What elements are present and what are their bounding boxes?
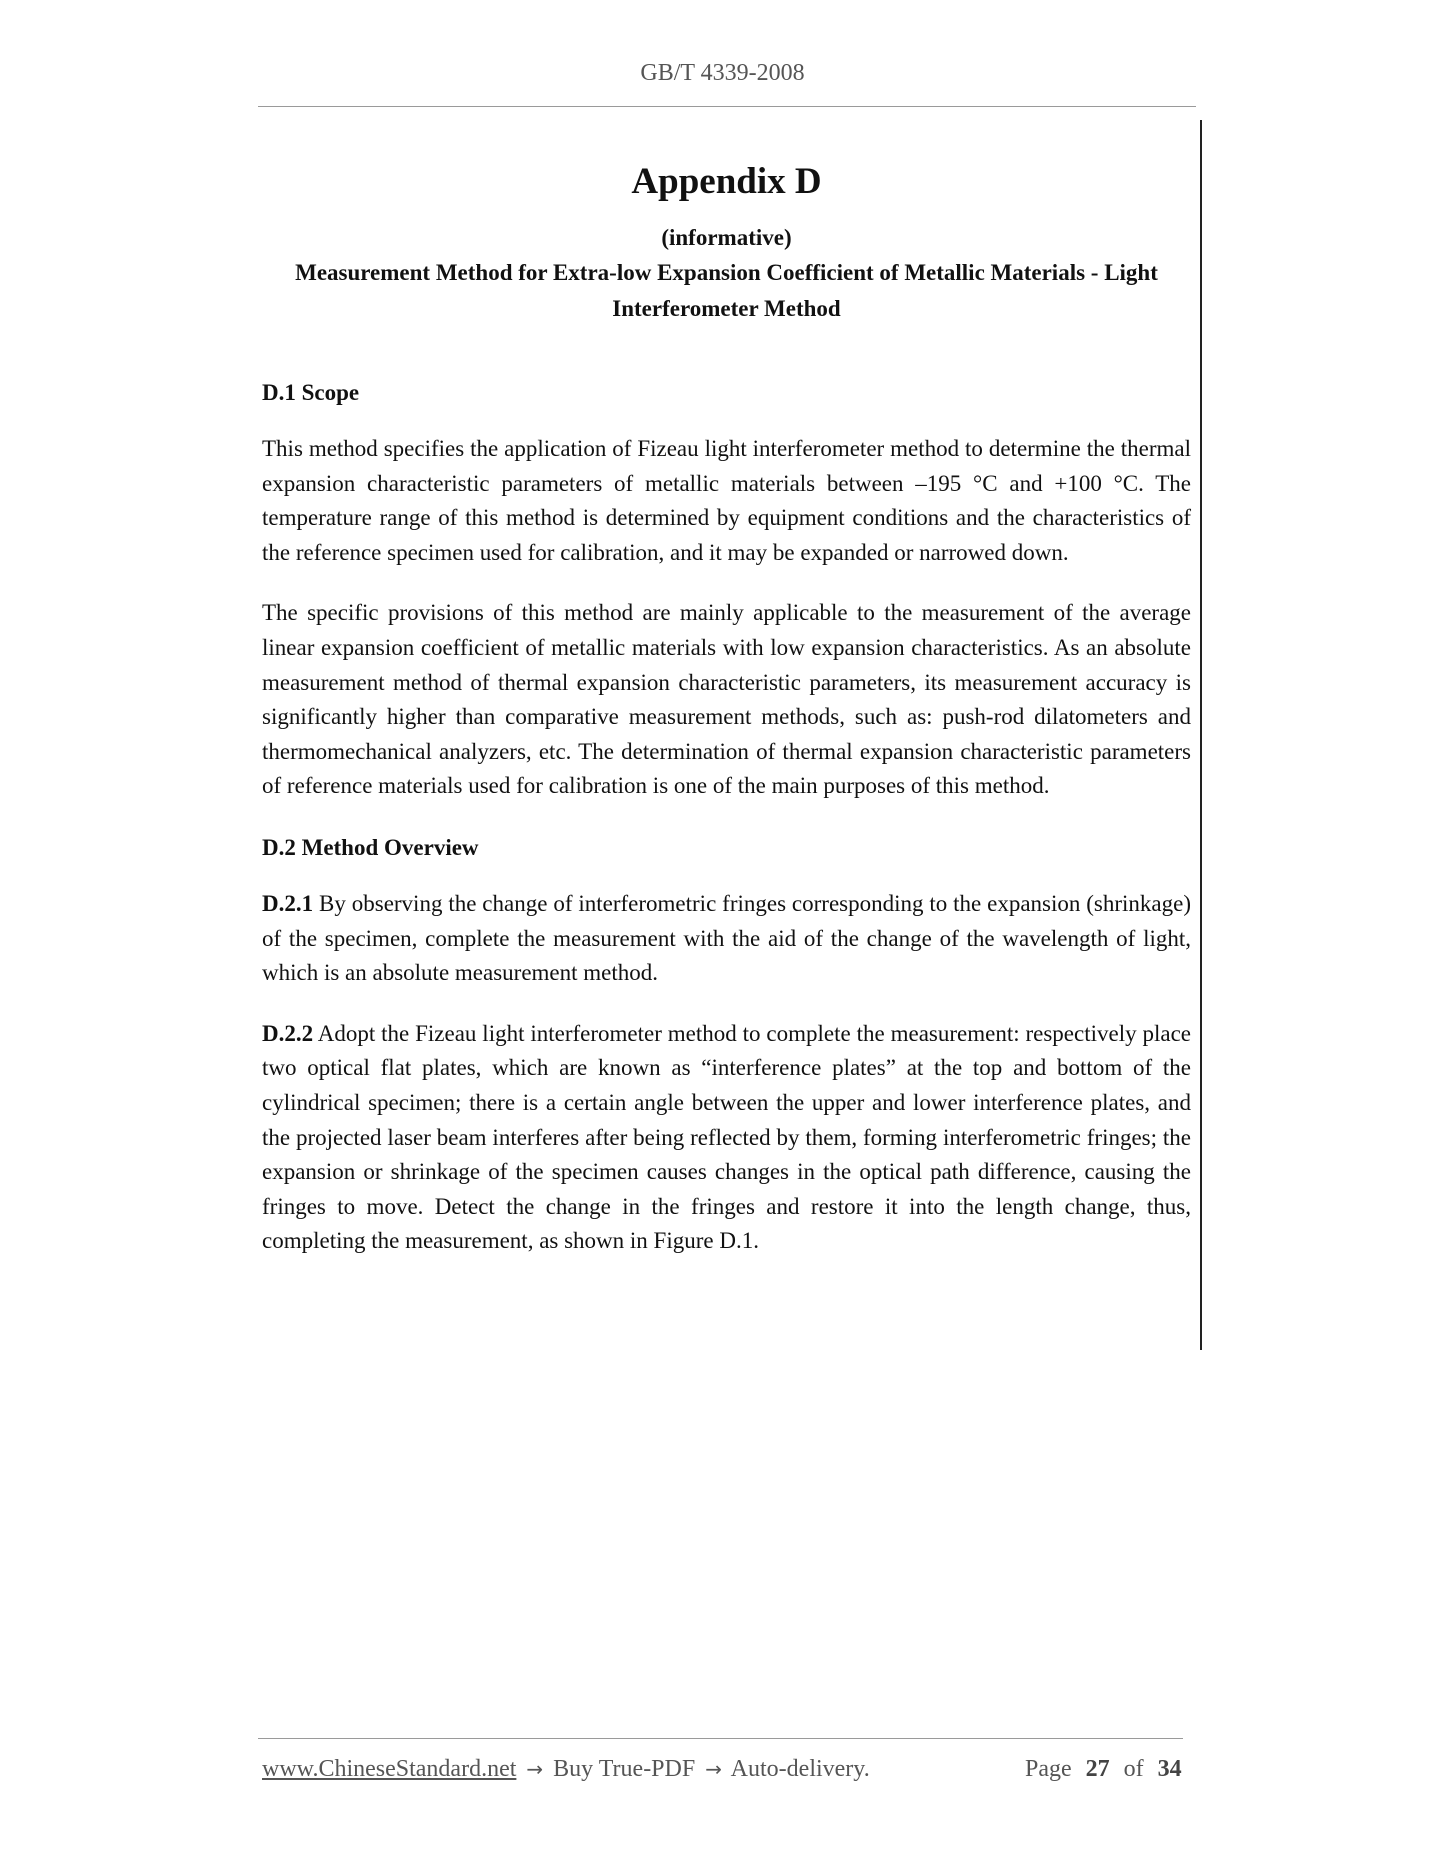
appendix-title: Appendix D <box>631 161 822 202</box>
section-heading-d2: D.2 Method Overview <box>262 834 479 860</box>
arrow-right-icon: → <box>526 1757 544 1781</box>
clause-d2-2 <box>262 1017 1191 1259</box>
website-link[interactable]: www.ChineseStandard.net <box>262 1756 517 1782</box>
clause-d2-1-label: D.2.1 <box>262 890 314 916</box>
clause-d2-1 <box>262 887 1191 991</box>
total-pages-number: 34 <box>1157 1756 1182 1782</box>
arrow-right-icon: → <box>705 1757 722 1781</box>
scope-paragraph-2: The specific provisions of this method are mainly applicable to the measurement of the average linear expansion coefficient of metallic materials with low expansion characteristics. As an absolute measurement method of thermal expansion characteristic parameters, its measurement accuracy is significantly higher than comparative measurement methods, such as: push-rod dilatometers and thermomechanical analyzers, etc. The determination of thermal expansion characteristic parameters of reference materials used for calibration is one of the main purposes of this method. <box>262 600 1191 799</box>
section-heading-d1: D.1 Scope <box>262 380 360 405</box>
auto-delivery-text: Auto-delivery. <box>730 1756 870 1782</box>
appendix-heading: Measurement Method for Extra-low Expansion Coefficient of Metallic Materials - Light Interferometer Method <box>295 260 1158 321</box>
footer-promo <box>262 1756 870 1783</box>
appendix-informative-label: (informative) <box>661 225 792 250</box>
change-bar <box>1200 120 1202 1350</box>
clause-d2-2-label: D.2.2 <box>262 1020 314 1046</box>
of-label: of <box>1123 1756 1144 1782</box>
current-page-number: 27 <box>1085 1756 1110 1782</box>
page-number <box>1025 1756 1190 1783</box>
page-content <box>262 158 1191 1285</box>
clause-d2-2-text: Adopt the Fizeau light interferometer method to complete the measurement: respectively place two optical flat plates, which are known as “interference plates” at the top and bottom of the cylindrical specimen; there is a certain angle between the upper and lower interference plates, and the projected laser beam interferes after being reflected by them, forming interferometric fringes; the expansion or shrinkage of the specimen causes changes in the optical path difference, causing the fringes to move. Detect the change in the fringes and restore it into the length change, thus, completing the measurement, as shown in Figure D.1. <box>262 1020 1192 1254</box>
header-divider <box>258 106 1196 107</box>
scope-paragraph-1: This method specifies the application of Fizeau light interferometer method to determine the thermal expansion characteristic parameters of metallic materials between –195 °C and +100 °C. The temperature range of this method is determined by equipment conditions and the characteristics of the reference specimen used for calibration, and it may be expanded or narrowed down. <box>262 436 1191 565</box>
document-code-header: GB/T 4339-2008 <box>640 60 805 86</box>
buy-true-pdf-text: Buy True-PDF <box>553 1756 696 1782</box>
footer-divider <box>258 1738 1183 1739</box>
page-label: Page <box>1025 1756 1072 1782</box>
clause-d2-1-text: By observing the change of interferometric fringes corresponding to the expansion (shrinkage) of the specimen, complete the measurement with the aid of the change of the wavelength of light, which is an absolute measurement method. <box>262 890 1192 986</box>
